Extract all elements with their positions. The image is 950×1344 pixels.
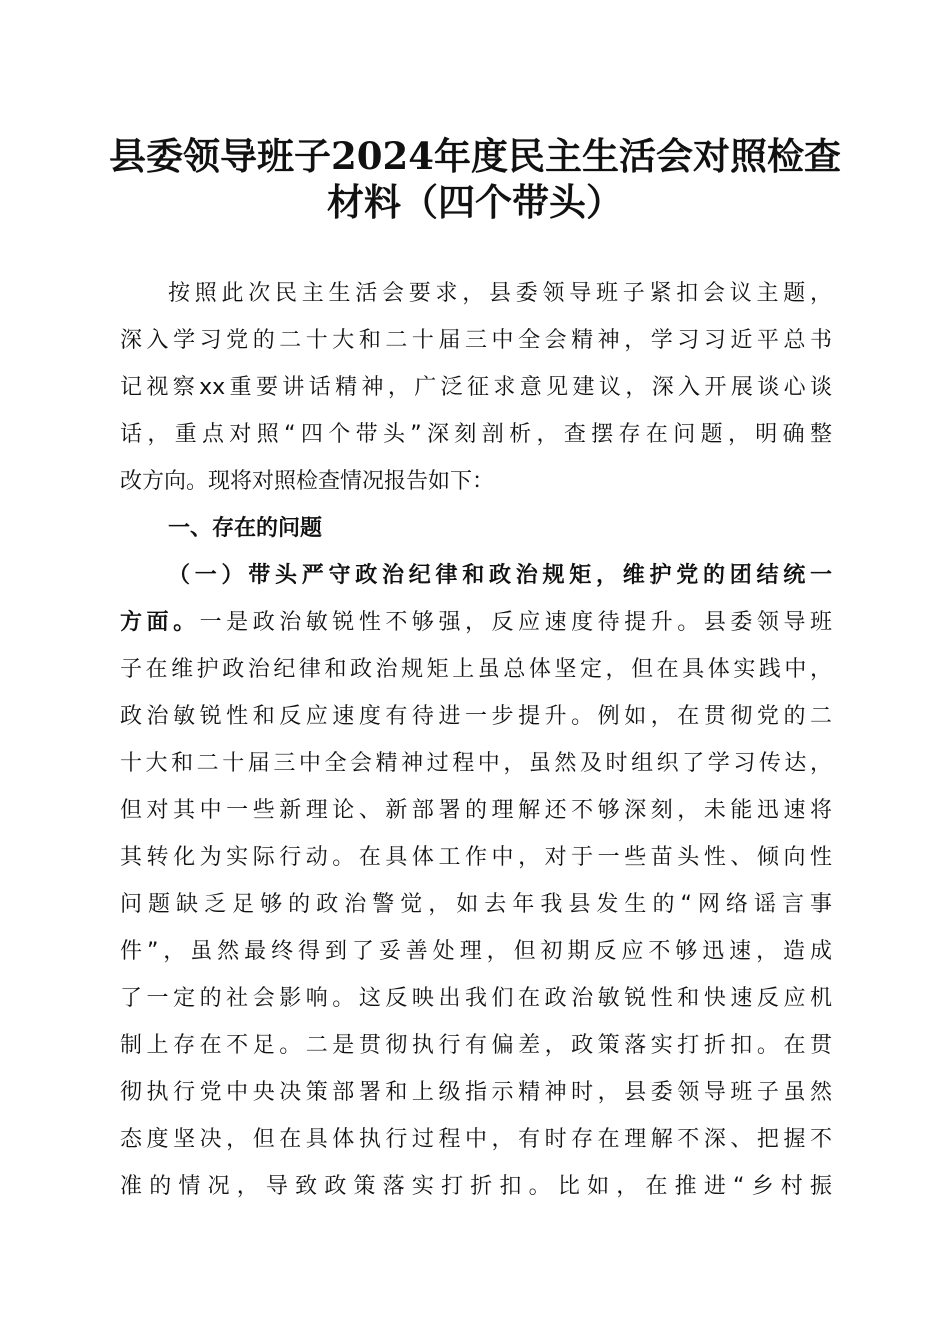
intro-line: 按照此次民主生活会要求，县委领导班子紧扣会议主题， <box>168 281 832 306</box>
paragraph-line: 子在维护政治纪律和政治规矩上虽总体坚定，但在具体实践中， <box>120 657 832 682</box>
paragraph-line: 但对其中一些新理论、新部署的理解还不够深刻，未能迅速将 <box>120 798 832 823</box>
paragraph-line: 制上存在不足。二是贯彻执行有偏差，政策落实打折扣。在贯 <box>120 1033 832 1058</box>
paragraph-line: 件”，虽然最终得到了妥善处理，但初期反应不够迅速，造成 <box>120 939 832 964</box>
title-line-2: 材料（四个带头） <box>327 180 623 224</box>
intro-line: 改方向。现将对照检查情况报告如下： <box>120 469 495 494</box>
paragraph-line: 十大和二十届三中全会精神过程中，虽然及时组织了学习传达， <box>120 751 832 776</box>
intro-line: 记视察xx重要讲话精神，广泛征求意见建议，深入开展谈心谈 <box>120 375 832 400</box>
title-line-1: 县委领导班子2024年度民主生活会对照检查 <box>109 134 841 178</box>
paragraph-line: 问题缺乏足够的政治警觉，如去年我县发生的“网络谣言事 <box>120 892 832 917</box>
paragraph-line: 彻执行党中央决策部署和上级指示精神时，县委领导班子虽然 <box>120 1080 832 1105</box>
subsection-heading: （一）带头严守政治纪律和政治规矩，维护党的团结统一 <box>168 563 832 588</box>
subsection-heading-end: 方面。 <box>120 610 200 635</box>
section-heading: 一、存在的问题 <box>168 516 323 541</box>
paragraph-line: 其转化为实际行动。在具体工作中，对于一些苗头性、倾向性 <box>120 845 832 870</box>
intro-line: 深入学习党的二十大和二十届三中全会精神，学习习近平总书 <box>120 328 832 353</box>
paragraph-line: 准的情况，导致政策落实打折扣。比如，在推进“乡村振 <box>120 1174 832 1199</box>
subsection-line <box>120 599 832 646</box>
paragraph-line: 政治敏锐性和反应速度有待进一步提升。例如，在贯彻党的二 <box>120 704 832 729</box>
paragraph-line: 态度坚决，但在具体执行过程中，有时存在理解不深、把握不 <box>120 1127 832 1152</box>
document-body <box>120 270 832 1210</box>
document-title <box>80 133 870 225</box>
intro-line: 话，重点对照“四个带头”深刻剖析，查摆存在问题，明确整 <box>120 422 832 447</box>
subsection-line-rest: 一是政治敏锐性不够强，反应速度待提升。县委领导班 <box>199 610 832 635</box>
paragraph-line: 了一定的社会影响。这反映出我们在政治敏锐性和快速反应机 <box>120 986 832 1011</box>
